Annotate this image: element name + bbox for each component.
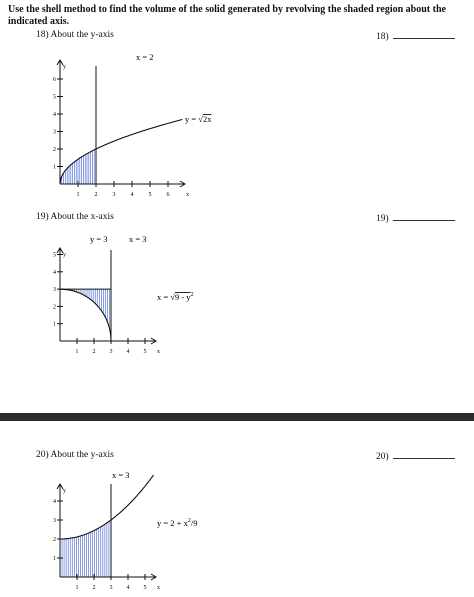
graph-20-x-tick-label-4: 4 (126, 585, 130, 591)
graph-18-x-tick-label-3: 3 (112, 192, 116, 198)
graph-18-sqrt-sign: √ (198, 114, 203, 124)
graph-18-y-axis-letter: y (63, 64, 66, 70)
graph-18-y-tick-label-5: 5 (53, 94, 56, 101)
graph-19-x-tick-label-4: 4 (126, 349, 130, 355)
graph-20-x-tick-label-5: 5 (143, 585, 147, 591)
graph-20-x-tick-label-1: 1 (75, 585, 79, 591)
graph-18-x-tick-label-1: 1 (76, 192, 80, 198)
graph-20-curve-label-suffix: /9 (190, 518, 198, 528)
graph-20-y-tick-label-4: 4 (53, 499, 56, 505)
question-18: 18) About the y-axis (36, 30, 114, 40)
graph-19-sqrt-sign: √ (170, 292, 175, 302)
graph-19-curve-label-exp: 2 (190, 292, 194, 298)
graph-18-curve-label-prefix: y = (185, 114, 199, 124)
graph-20-y-tick-label-1: 1 (53, 556, 56, 562)
graph-20-curve-label-main: y = 2 + x (157, 518, 188, 528)
graph-18-vline-label: x = 2 (136, 52, 154, 62)
instructions: Use the shell method to find the volume of the solid generated by revolving the shaded region about the indicated axis. (8, 4, 446, 27)
graph-19-x-axis-letter: x (157, 349, 160, 355)
graph-19-y-axis-letter: y (63, 252, 66, 258)
graph-20-curve-label-exp: 2 (187, 518, 191, 524)
graph-20-y-tick-label-3: 3 (53, 518, 56, 524)
graph-20-x-tick-label-2: 2 (92, 585, 96, 591)
graph-19-y-tick-label-1: 1 (53, 321, 56, 328)
graph-18-x-axis-letter: x (186, 192, 189, 198)
graph-18-y-tick-label-1: 1 (53, 164, 56, 171)
graph-18-y-tick-label-6: 6 (53, 77, 56, 83)
graph-19-vline-label: x = 3 (129, 234, 147, 244)
graph-18-y-tick-label-4: 4 (53, 112, 56, 118)
graph-19-y-tick-label-3: 3 (53, 287, 56, 294)
answer-20-label: 20) (376, 452, 389, 462)
graph-19-x-tick-label-3: 3 (109, 349, 113, 355)
answer-18-label: 18) (376, 32, 389, 42)
graph-18-y-tick-label-3: 3 (53, 129, 56, 136)
graph-20-x-tick-label-3: 3 (109, 585, 113, 591)
graph-19-y-tick-label-2: 2 (53, 304, 56, 311)
graph-18-x-tick-label-5: 5 (148, 192, 152, 198)
graph-19-y-tick-label-5: 5 (53, 252, 56, 259)
graph-20-x-axis-letter: x (157, 585, 160, 591)
graph-18-x-tick-label-2: 2 (94, 192, 98, 198)
graph-20-shaded-region (62, 521, 109, 577)
graph-20-curve-label (157, 518, 197, 528)
question-19: 19) About the x-axis (36, 212, 114, 222)
graph-20-y-axis-letter: y (63, 488, 66, 494)
graph-20-axes (53, 484, 160, 591)
graph-18-x-tick-label-6: 6 (166, 192, 170, 198)
graph-19-hline-label: y = 3 (90, 234, 108, 244)
graph-18-x-tick-label-4: 4 (130, 192, 134, 198)
graph-19-curve-label-prefix: x = (157, 292, 171, 302)
graph-18-curve-label-root: 2x (202, 114, 212, 124)
answer-19-label: 19) (376, 214, 389, 224)
graph-18-y-tick-label-2: 2 (53, 147, 56, 153)
graph-19-x-tick-label-1: 1 (75, 349, 79, 355)
graph-19-y-tick-label-4: 4 (53, 269, 56, 276)
question-20: 20) About the y-axis (36, 450, 114, 460)
graph-20-y-tick-label-2: 2 (53, 537, 56, 543)
graph-19-x-tick-label-2: 2 (92, 349, 96, 355)
graph-20-vline-label: x = 3 (112, 470, 130, 480)
graph-19-curve-label-root: 9 - y (174, 292, 191, 302)
graph-19-x-tick-label-5: 5 (143, 349, 147, 355)
